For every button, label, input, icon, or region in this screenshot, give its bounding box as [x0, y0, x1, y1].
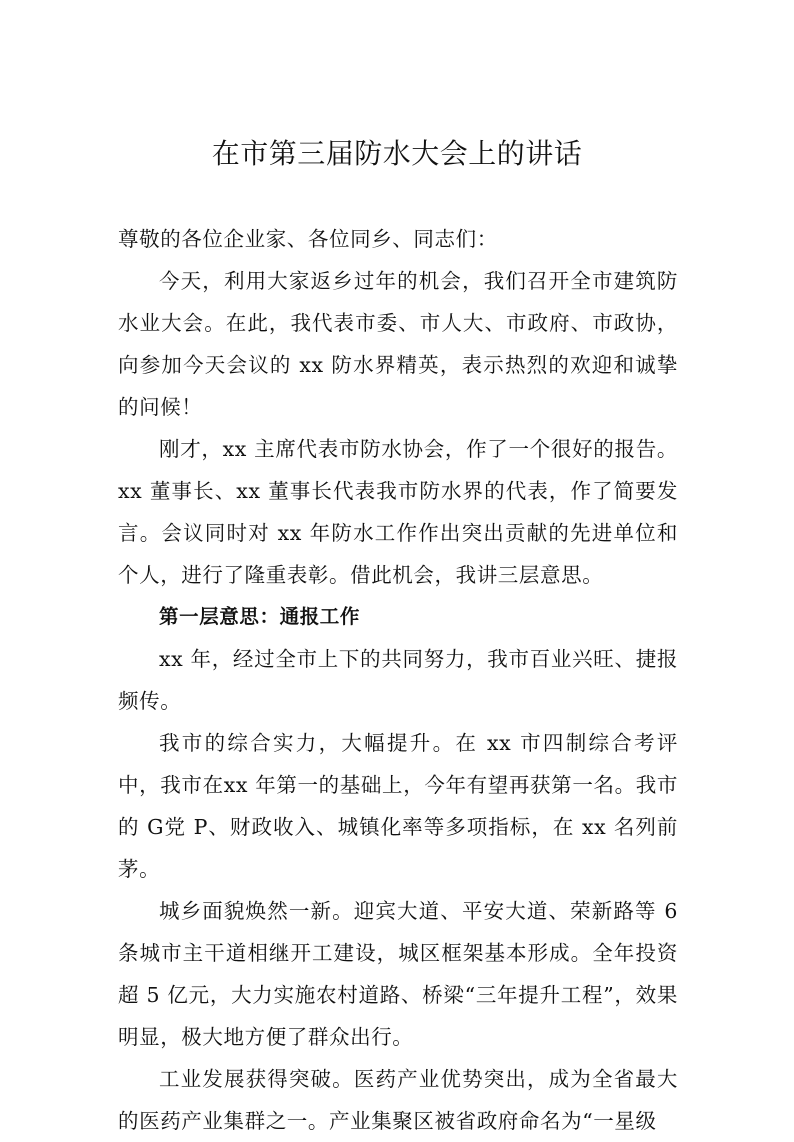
paragraph: 尊敬的各位企业家、各位同乡、同志们：	[118, 227, 498, 251]
paragraph: xx 年，经过全市上下的共同努力，我市百业兴旺、捷报频传。	[118, 647, 678, 713]
paragraph: 工业发展获得突破。医药产业优势突出，成为全省最大的医药产业集群之一。产业集聚区被省政府命名为“一星级	[118, 1067, 678, 1133]
paragraph: 今天，利用大家返乡过年的机会，我们召开全市建筑防水业大会。在此，我代表市委、市人大、市政府、市政协， 向参加今天会议的 xx 防水界精英，表示热烈的欢迎和诚挚的问候！	[118, 269, 678, 419]
paragraph: 城乡面貌焕然一新。迎宾大道、平安大道、荣新路等 6条城市主干道相继开工建设，城区框架基本形成。全年投资超 5 亿元，大力实施农村道路、桥梁“三年提升工程”，效果明显，极大地方便了群众出行。	[118, 899, 678, 1049]
paragraph: 我市的综合实力，大幅提升。在 xx 市四制综合考评中，我市在xx 年第一的基础上，今年有望再获第一名。我市的 G党 P、财政收入、城镇化率等多项指标，在 xx 名列前茅。	[118, 731, 678, 881]
paragraph: 刚才，xx 主席代表市防水协会，作了一个很好的报告。xx 董事长、xx 董事长代表我市防水界的代表，作了简要发言。会议同时对 xx 年防水工作作出突出贡献的先进单位和个人，进行了隆重表彰。借此机会，我讲三层意思。	[118, 437, 678, 587]
document-body	[118, 218, 678, 1142]
section-heading: 第一层意思：通报工作	[159, 605, 361, 628]
document-title: 在市第三届防水大会上的讲话	[211, 137, 583, 170]
